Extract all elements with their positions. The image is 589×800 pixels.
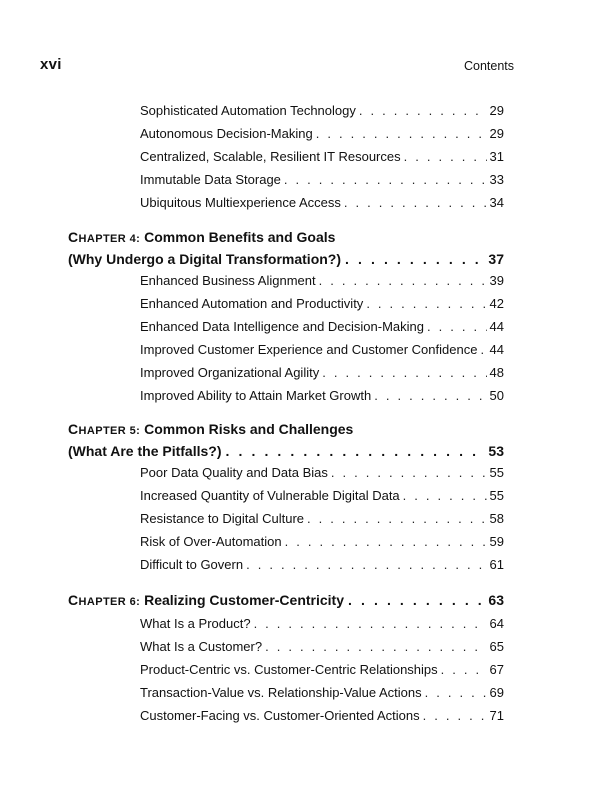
- toc-entry-page: 39: [489, 273, 504, 288]
- toc-entry-page: 55: [489, 465, 504, 480]
- dot-leader: [441, 661, 487, 679]
- dot-leader: [344, 194, 487, 212]
- toc-entry-title: Improved Ability to Attain Market Growth: [140, 388, 372, 403]
- toc-entry-title: Enhanced Automation and Productivity: [140, 296, 364, 311]
- toc-entry-page: 44: [489, 342, 504, 357]
- toc-entry-title: What Is a Customer?: [140, 639, 263, 654]
- dot-leader: [403, 487, 487, 505]
- dot-leader: [366, 295, 486, 313]
- toc-entry-title: What Is a Product?: [140, 616, 251, 631]
- toc-entry-page: 71: [489, 708, 504, 723]
- dot-leader: [316, 125, 487, 143]
- toc-entry[interactable]: [140, 148, 504, 166]
- dot-leader: [345, 249, 484, 269]
- chapter-title-line: [68, 227, 504, 249]
- toc-entry-title: Immutable Data Storage: [140, 172, 281, 187]
- toc-entry-title: Ubiquitous Multiexperience Access: [140, 195, 341, 210]
- toc-entry-title: Centralized, Scalable, Resilient IT Resources: [140, 149, 401, 164]
- dot-leader: [265, 638, 486, 656]
- dot-leader: [322, 364, 486, 382]
- toc-entry-page: 69: [489, 685, 504, 700]
- toc-entry-title: Transaction-Value vs. Relationship-Value Actions: [140, 685, 422, 700]
- toc-entry-page: 48: [489, 365, 504, 380]
- toc-entry-page: 61: [489, 557, 504, 572]
- chapter-subtitle: (What Are the Pitfalls?): [68, 443, 222, 459]
- chapter-label: CHAPTER 5:: [68, 421, 141, 437]
- toc-entry[interactable]: [140, 638, 504, 656]
- dot-leader: [423, 707, 487, 725]
- toc-entry-title: Customer-Facing vs. Customer-Oriented Actions: [140, 708, 420, 723]
- chapter-title: Common Risks and Challenges: [144, 421, 354, 437]
- dot-leader: [425, 684, 487, 702]
- chapter-label: CHAPTER 6:: [68, 592, 141, 608]
- toc-entry[interactable]: [140, 318, 504, 336]
- page-number: xvi: [40, 56, 62, 73]
- toc-entry[interactable]: [140, 341, 504, 359]
- toc-entry[interactable]: [140, 707, 504, 725]
- toc-entry-title: Improved Organizational Agility: [140, 365, 320, 380]
- toc-entry[interactable]: [140, 102, 504, 120]
- toc-entry-title: Improved Customer Experience and Customer Confidence: [140, 342, 478, 357]
- toc-entry-title: Autonomous Decision-Making: [140, 126, 313, 141]
- toc-entry[interactable]: [140, 464, 504, 482]
- dot-leader: [404, 148, 487, 166]
- chapter-heading-5[interactable]: [68, 419, 504, 461]
- chapter-title: Common Benefits and Goals: [144, 229, 336, 245]
- chapter-title-line: [68, 590, 504, 612]
- chapter-page: 63: [488, 592, 504, 608]
- toc-entry-page: 65: [489, 639, 504, 654]
- toc-entry-page: 67: [489, 662, 504, 677]
- dot-leader: [284, 171, 487, 189]
- chapter-subtitle: (Why Undergo a Digital Transformation?): [68, 251, 342, 267]
- toc-entry[interactable]: [140, 615, 504, 633]
- dot-leader: [427, 318, 487, 336]
- toc-entry-page: 42: [489, 296, 504, 311]
- dot-leader: [246, 556, 486, 574]
- dot-leader: [307, 510, 487, 528]
- toc-entry-page: 55: [489, 488, 504, 503]
- toc-entry-page: 34: [489, 195, 504, 210]
- dot-leader: [480, 341, 486, 359]
- chapter-title-line: [68, 441, 504, 461]
- page-header: [40, 56, 514, 80]
- toc-entry[interactable]: [140, 510, 504, 528]
- toc-entry[interactable]: [140, 194, 504, 212]
- toc-entry-page: 29: [489, 103, 504, 118]
- toc-entry-title: Enhanced Data Intelligence and Decision-Making: [140, 319, 425, 334]
- toc-entry[interactable]: [140, 661, 504, 679]
- toc-entry-title: Increased Quantity of Vulnerable Digital Data: [140, 488, 400, 503]
- toc-entry[interactable]: [140, 387, 504, 405]
- dot-leader: [319, 272, 487, 290]
- toc-entry[interactable]: [140, 364, 504, 382]
- toc-entry-page: 50: [489, 388, 504, 403]
- toc-entry-page: 64: [489, 616, 504, 631]
- toc-entry-page: 31: [489, 149, 504, 164]
- toc-entry-title: Difficult to Govern: [140, 557, 244, 572]
- toc-entry[interactable]: [140, 171, 504, 189]
- toc-entry-title: Poor Data Quality and Data Bias: [140, 465, 328, 480]
- toc-entry-page: 33: [489, 172, 504, 187]
- toc-entry[interactable]: [140, 556, 504, 574]
- running-head: Contents: [463, 59, 514, 73]
- dot-leader: [359, 102, 487, 120]
- toc-entry-title: Resistance to Digital Culture: [140, 511, 305, 526]
- chapter-title-line: [68, 419, 504, 441]
- toc-entry-page: 44: [489, 319, 504, 334]
- toc-entry[interactable]: [140, 272, 504, 290]
- toc-entry-title: Sophisticated Automation Technology: [140, 103, 356, 118]
- toc-entry-title: Product-Centric vs. Customer-Centric Relationships: [140, 662, 438, 677]
- dot-leader: [374, 387, 486, 405]
- chapter-title-line: [68, 249, 504, 269]
- toc-entry-title: Enhanced Business Alignment: [140, 273, 316, 288]
- dot-leader: [348, 590, 484, 610]
- dot-leader: [254, 615, 487, 633]
- chapter-page: 53: [488, 443, 504, 459]
- toc-entry[interactable]: [140, 125, 504, 143]
- toc-entry-page: 29: [489, 126, 504, 141]
- chapter-label: CHAPTER 4:: [68, 229, 141, 245]
- toc-entry[interactable]: [140, 295, 504, 313]
- dot-leader: [285, 533, 487, 551]
- dot-leader: [331, 464, 487, 482]
- toc-entry-title: Risk of Over-Automation: [140, 534, 282, 549]
- toc-entry-page: 59: [489, 534, 504, 549]
- toc-entry[interactable]: [140, 533, 504, 551]
- toc-entry[interactable]: [140, 684, 504, 702]
- dot-leader: [226, 441, 485, 461]
- chapter-page: 37: [488, 251, 504, 267]
- toc-entry-page: 58: [489, 511, 504, 526]
- chapter-title: Realizing Customer-Centricity: [144, 592, 345, 608]
- chapter-heading-4[interactable]: [68, 227, 504, 269]
- chapter-heading-6[interactable]: [68, 590, 504, 612]
- toc-entry[interactable]: [140, 487, 504, 505]
